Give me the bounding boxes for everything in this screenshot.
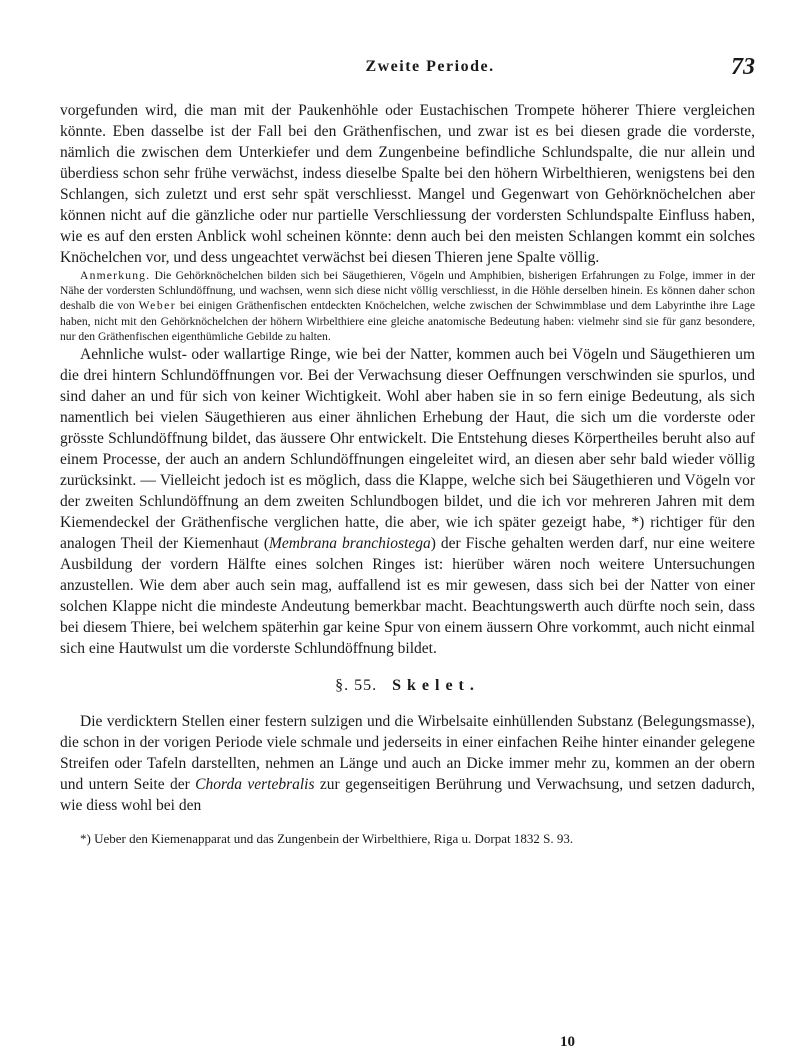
body-text <box>60 100 755 848</box>
paragraph-3 <box>60 711 755 816</box>
annotation-label: Anmerkung. <box>80 269 151 282</box>
paragraph-3-text-b: zur gegenseitigen Berührung und Verwachsung, und setzen dadurch, wie diess wohl bei den <box>60 776 755 815</box>
annotation-author-name: Weber <box>138 299 177 313</box>
annotation-text-a: Die Gehörknöchelchen bilden sich bei Säugethieren, Vögeln und Amphibien, bisherigen Erfahrungen zu Folge, immer in der Nähe der vordersten Schlundöffnung, und wachsen, wenn sich diese nicht völlig verschliesst, in die Höhle derselben hinein. Es können daher schon deshalb die von <box>60 269 755 313</box>
footnote: *) Ueber den Kiemenapparat und das Zungenbein der Wirbelthiere, Riga u. Dorpat 1832 S. 93. <box>80 831 574 847</box>
section-number: §. 55. <box>335 677 378 695</box>
annotation-text-b: bei einigen Gräthenfischen entdeckten Knöchelchen, welche zwischen der Schwimmblase und dem Labyrinthe ihre Lage haben, nicht mit den Gehörknöchelchen der höhern Wirbelthiere eine gleiche anatomische Bedeutung haben: vielmehr sind sie für ganz besondere, nur den Gräthenfischen eigenthümliche Gebilde zu halten. <box>60 299 756 343</box>
paragraph-2-latin-term: Membrana branchiostega <box>269 535 431 553</box>
paragraph-1: vorgefunden wird, die man mit der Paukenhöhle oder Eustachischen Trompete höherer Thiere vergleichen könnte. Eben dasselbe ist der Fall bei den Gräthenfischen, und zwar ist es bei diesen grade die vorderste, nämlich die zwischen dem Unterkiefer und dem Zungenbeine befindliche Schlundspalte, die nur allein und überdiess schon sehr frühe verwächst, indess dieselbe Spalte bei den höhern Wirbelthieren, wenigstens bei den Schlangen, sich zuletzt und erst sehr spät verschliesst. Mangel und Gegenwart von Gehörknöchelchen aber können nicht auf die gänzliche oder nur partielle Verschliessung der vordersten Schlundspalte Einfluss haben, wie es auf den ersten Anblick wohl scheinen könnte: denn auch bei den meisten Schlangen kommt ein solches Knöchelchen vor, und dess ungeachtet verwächst bei diesen Thieren jene Spalte völlig. <box>60 102 755 266</box>
paragraph-2-text-b: ) der Fische gehalten werden darf, nur eine weitere Ausbildung der vordern Hälfte eines solchen Ringes ist: hierüber wären noch weitere Untersuchungen anzustellen. Wie dem aber auch sein mag, auffallend ist es mir gewesen, dass sich bei der Natter von einer solchen Klappe nicht die mindeste Andeutung bemerkbar macht. Beachtungswerth auch dürfte noch sein, dass bei diesem Thiere, bei welchem späterhin gar keine Spur von einem äussern Ohre vorkommt, auch nicht einmal sich eine Hautwulst um die vorderste Schlundöffnung bildet. <box>60 535 755 658</box>
running-head <box>60 54 755 84</box>
annotation-note <box>60 268 755 344</box>
page-number: 73 <box>731 54 755 80</box>
section-title: Skelet. <box>392 677 480 695</box>
running-title: Zweite Periode. <box>365 58 495 75</box>
book-page <box>60 0 755 1060</box>
paragraph-3-text-a: Die verdicktern Stellen einer festern sulzigen und die Wirbelsaite einhüllenden Substanz (Belegungsmasse), die schon in der vorigen Periode viele schmale und jederseits in einer einfachen Reihe hinter einander gelegene Streifen oder Tafeln darstellten, nehmen an Länge und auch an Dicke immer mehr zu, kommen an der obern und untern Seite der <box>60 713 755 794</box>
paragraph-2-text-a: Aehnliche wulst- oder wallartige Ringe, wie bei der Natter, kommen auch bei Vögeln und Säugethieren um die drei hintern Schlundöffnungen vor. Bei der Verwachsung dieser Oeffnungen verschwinden sie spurlos, und sind daher an und für sich von keiner Wichtigkeit. Wohl aber haben sie in so fern einige Bedeutung, als sich namentlich bei vielen Säugethieren aus einer ähnlichen Erhebung der Haut, die sich um die vorderste oder grösste Schlundöffnung bildet, das äussere Ohr entwickelt. Die Entstehung dieses Körpertheiles beruht also auf einem Processe, der auch an andern Schlundöffnungen eingeleitet wird, an diesen aber sehr bald wieder völlig zurücksinkt. — Vielleicht jedoch ist es möglich, dass die Klappe, welche sich bei Säugethieren und Vögeln vor der zweiten Schlundöffnung an dem zweiten Schlundbogen bildet, und die ich vor mehreren Jahren mit dem Kiemendeckel der Gräthenfische verglichen hatte, die aber, wie ich später gezeigt habe, *) richtiger für den analogen Theil der Kiemenhaut ( <box>60 346 755 553</box>
section-heading <box>60 677 755 695</box>
paragraph-2 <box>60 344 755 659</box>
paragraph-3-latin-term: Chorda vertebralis <box>195 776 315 794</box>
printer-signature-mark: 10 <box>560 1034 575 1050</box>
